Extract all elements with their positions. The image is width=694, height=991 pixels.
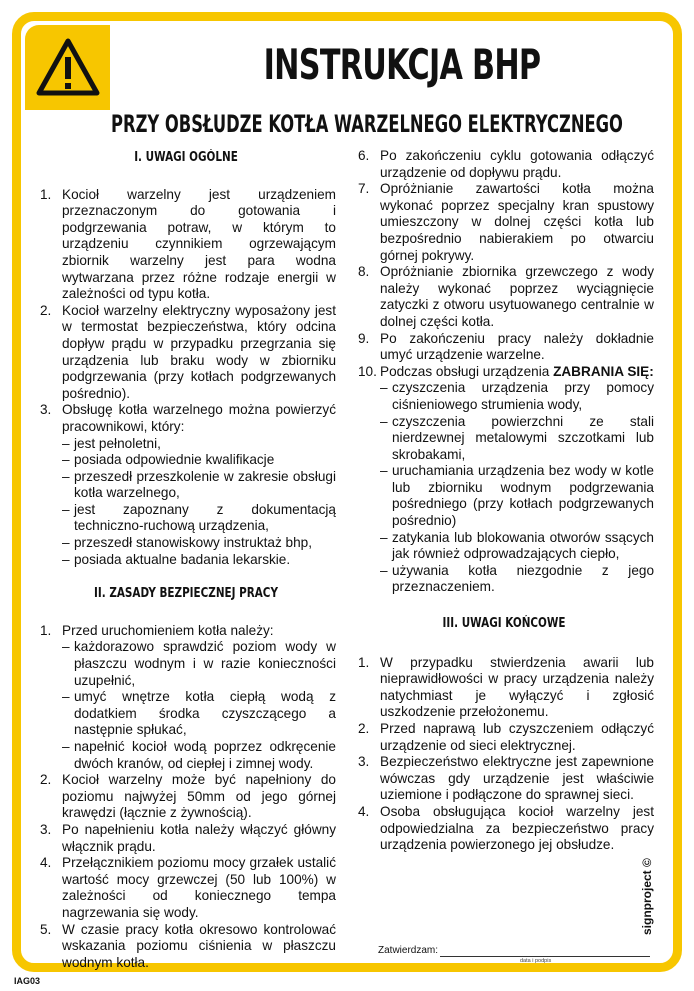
section2-list-continued (354, 148, 654, 596)
page-subtitle: PRZY OBSŁUDZE KOTŁA WARZELNEGO ELEKTRYCZNEGO (111, 110, 623, 138)
section1-heading: I. UWAGI OGÓLNE (134, 150, 238, 165)
sign-code: IAG03 (14, 976, 41, 986)
sub-item: – posiada aktualne badania lekarskie. (62, 552, 336, 569)
sub-item: – czyszczenia urządzenia przy pomocy ciśnieniowego strumienia wody, (380, 380, 654, 413)
sub-item: – umyć wnętrze kotła ciepłą wodą z dodatkiem środka czyszczącego a następnie spłukać, (62, 689, 336, 739)
list-item: 4. Przełącznikiem poziomu mocy grzałek ustalić wartość mocy grzewczej (50 lub 100%) w zależności od koniecznego tempa nagrzewania się wody. (40, 855, 336, 920)
list-item: 7. Opróżnianie zawartości kotła można wykonać poprzez specjalny kran spustowy umieszczony w dolnej części kotła lub bezpośrednio nabierakiem po otwarciu górnej pokrywy. (358, 181, 654, 263)
list-item: 1. Przed uruchomieniem kotła należy: – każdorazowo sprawdzić poziom wody w płaszczu wodnym i w razie konieczności uzupełnić, – umyć wnętrze kotła ciepłą wodą z dodatkiem środka czyszczącego a następnie spłukać, – napełnić kocioł wodą poprzez odkręcenie dwóch kranów, od ciepłej i zimnej wody. (36, 623, 336, 772)
sub-item: – jest pełnoletni, (62, 436, 336, 453)
sub-item: – zatykania lub blokowania otworów ssących jak również odprowadzających ciepło, (380, 530, 654, 563)
sub-item: – uruchamiania urządzenia bez wody w kotle lub zbiorniku wodnym podgrzewania pośredniego (przy kotłach podgrzewanych pośrednio) (380, 463, 654, 529)
sub-list (62, 436, 336, 569)
left-column (36, 148, 336, 971)
list-item: 1. Kocioł warzelny jest urządzeniem przeznaczonym do gotowania i podgrzewania potraw, w którym to urządzeniu czynnikiem ogrzewającym zbiornik warzelny jest para wodna wytwarzana przez różne rodzaje energii w zależności od typu kotła. (40, 186, 336, 302)
warning-triangle-icon (35, 37, 101, 97)
list-item: 5. W czasie pracy kotła okresowo kontrolować wskazania poziomu ciśnienia w płaszczu wodnym kotła. (40, 921, 336, 970)
warning-box (25, 25, 110, 110)
list-item: 4. Osoba obsługująca kocioł warzelny jest odpowiedzialna za bezpieczeństwo pracy urządzenia powierzonego jej obsłudze. (358, 803, 654, 853)
page-title: INSTRUKCJA BHP (263, 40, 541, 89)
list-item: 1. W przypadku stwierdzenia awarii lub nieprawidłowości w pracy urządzenia należy natychmiast je wyłączyć i zgłosić uszkodzenie przełożonemu. (358, 654, 654, 720)
signature-line (440, 956, 650, 957)
list-item: 2. Kocioł warzelny elektryczny wyposażony jest w termostat bezpieczeństwa, który odcina dopływ prądu w przypadku przegrzania się urządzenia lub braku wody w zbiorniku podgrzewania (przy kotłach podgrzewanych pośrednio). (40, 302, 336, 401)
prohibited-label: ZABRANIA SIĘ: (553, 363, 654, 379)
section3-heading: III. UWAGI KOŃCOWE (442, 616, 566, 632)
brand-label: signproject © (640, 858, 654, 935)
sub-list (380, 380, 654, 596)
list-item: 3. Obsługę kotła warzelnego można powierzyć pracownikowi, który: – jest pełnoletni, – posiada odpowiednie kwalifikacje – przeszedł przeszkolenie w zakresie obsługi kotła warzelnego, – jest zapoznany z dokumentacją techniczno-ruchową urządzenia, – przeszedł stanowiskowy instruktaż bhp, – posiada aktualne badania lekarskie. (36, 402, 336, 568)
section2-heading: II. ZASADY BEZPIECZNEJ PRACY (94, 586, 278, 602)
sub-item: – czyszczenia powierzchni ze stali nierdzewnej metalowymi szczotkami lub skrobakami, (380, 414, 654, 464)
sub-item: – jest zapoznany z dokumentacją techniczno-ruchową urządzenia, (62, 502, 336, 535)
list-item: 9. Po zakończeniu pracy należy dokładnie umyć urządzenie warzelne. (358, 330, 654, 363)
signature-note: data i podpis (520, 958, 552, 964)
right-column (354, 148, 654, 854)
sub-item: – każdorazowo sprawdzić poziom wody w płaszczu wodnym i w razie konieczności uzupełnić, (62, 639, 336, 689)
list-item: 10. Podczas obsługi urządzenia ZABRANIA SIĘ: – czyszczenia urządzenia przy pomocy ciśnieniowego strumienia wody, – czyszczenia powierzchni ze stali nierdzewnej metalowymi szczotkami lub skrobakami, – uruchamiania urządzenia bez wody w kotle lub zbiorniku wodnym podgrzewania pośredniego (przy kotłach podgrzewanych pośrednio) – zatykania lub blokowania otworów ssących jak również odprowadzających ciepło, – używania kotła niezgodnie z jego przeznaczeniem. (354, 364, 654, 596)
list-item: 2. Przed naprawą lub czyszczeniem odłączyć urządzenie od sieci elektrycznej. (358, 721, 654, 753)
list-item: 8. Opróżnianie zbiornika grzewczego z wody należy wykonać poprzez wyciągnięcie zatyczki z otworu usytuowanego centralnie w dolnej części kotła. (358, 264, 654, 329)
list-item: 2. Kocioł warzelny może być napełniony do poziomu najwyżej 50mm od jego górnej krawędzi (łącznie z żywnością). (40, 772, 336, 821)
sub-item: – używania kotła niezgodnie z jego przeznaczeniem. (380, 563, 654, 596)
sub-item: – przeszedł przeszkolenie w zakresie obsługi kotła warzelnego, (62, 469, 336, 502)
list-item: 3. Po napełnieniu kotła należy włączyć główny włącznik prądu. (40, 821, 336, 854)
section1-list (36, 187, 336, 569)
list-item: 3. Bezpieczeństwo elektryczne jest zapewnione wówczas gdy urządzenie jest właściwie uziemione i podłączone do sprawnej sieci. (358, 754, 654, 803)
list-item: 6. Po zakończeniu cyklu gotowania odłączyć urządzenie od dopływu prądu. (358, 148, 654, 180)
sub-item: – przeszedł stanowiskowy instruktaż bhp, (62, 535, 336, 552)
approve-label: Zatwierdzam: (378, 945, 439, 956)
sub-item: – napełnić kocioł wodą poprzez odkręcenie dwóch kranów, od ciepłej i zimnej wody. (62, 739, 336, 772)
sub-list (62, 639, 336, 772)
sub-item: – posiada odpowiednie kwalifikacje (62, 452, 336, 469)
section2-list (36, 623, 336, 971)
section3-list (354, 655, 654, 854)
